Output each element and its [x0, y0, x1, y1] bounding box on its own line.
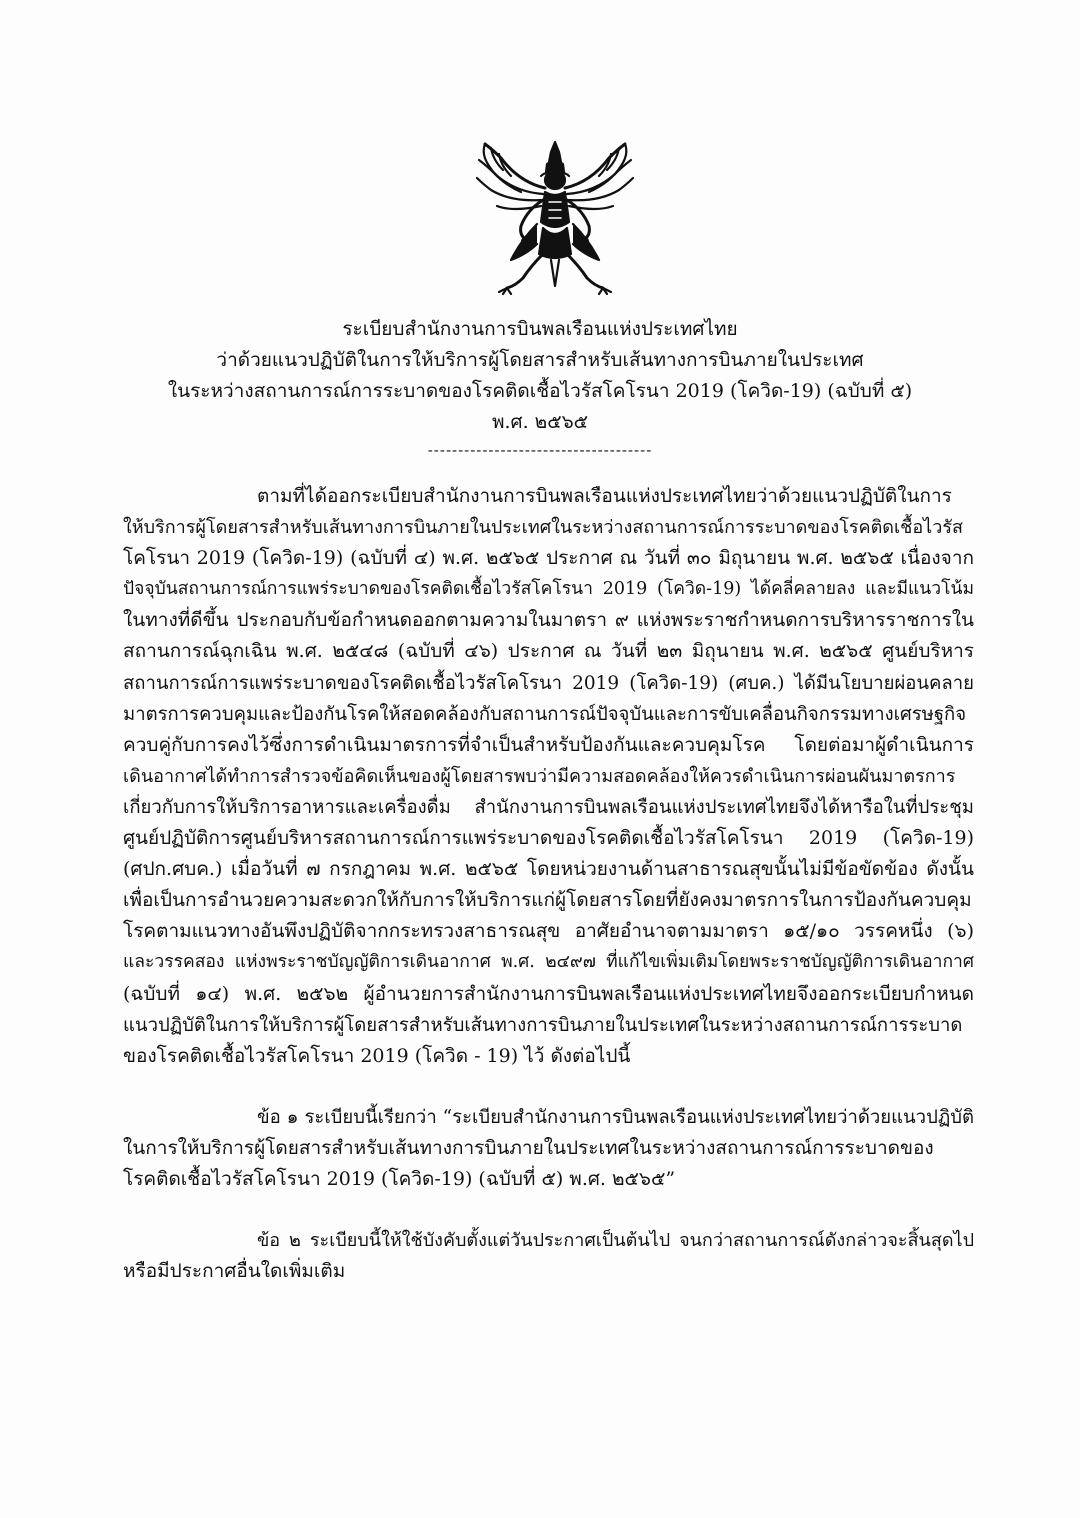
preamble-line: โรคตามแนวทางอันพึงปฏิบัติจากกระทรวงสาธารณสุข อาศัยอำนาจตามมาตรา ๑๕/๑๐ วรรคหนึ่ง (๖): [123, 920, 974, 943]
title-year: พ.ศ. ๒๕๖๕: [491, 411, 589, 433]
clause-1-line: ในการให้บริการผู้โดยสารสำหรับเส้นทางการบินภายในประเทศในระหว่างสถานการณ์การระบาดของ: [123, 1136, 934, 1159]
preamble-line: ปัจจุบันสถานการณ์การแพร่ระบาดของโรคติดเชื้อไวรัสโคโรนา 2019 (โควิด-19) ได้คลี่คลายลง และมีแนวโน้ม: [123, 579, 974, 600]
preamble-line: ควบคู่กับการคงไว้ซึ่งการดำเนินมาตรการที่จำเป็นสำหรับป้องกันและควบคุมโรค โดยต่อมาผู้ดำเนินการ: [123, 733, 974, 756]
preamble-line: ศูนย์ปฏิบัติการศูนย์บริหารสถานการณ์การแพร่ระบาดของโรคติดเชื้อไวรัสโคโรนา 2019 (โควิด-19): [123, 827, 974, 850]
preamble-paragraph: [123, 481, 974, 1072]
title-line-1: ระเบียบสำนักงานการบินพลเรือนแห่งประเทศไทย: [342, 318, 738, 340]
preamble-line: (ฉบับที่ ๑๔) พ.ศ. ๒๕๖๒ ผู้อำนวยการสำนักงานการบินพลเรือนแห่งประเทศไทยจึงออกระเบียบกำหนด: [123, 982, 974, 1005]
preamble-line: (ศปก.ศบค.) เมื่อวันที่ ๗ กรกฎาคม พ.ศ. ๒๕๖๕ โดยหน่วยงานด้านสาธารณสุขนั้นไม่มีข้อขัดข้อง ดังนั้น: [123, 858, 974, 881]
document-title: [120, 314, 960, 460]
preamble-line: เดินอากาศได้ทำการสำรวจข้อคิดเห็นของผู้โดยสารพบว่ามีความสอดคล้องให้ควรดำเนินการผ่อนผันมาตรการ: [123, 765, 956, 787]
preamble-line: เพื่อเป็นการอำนวยความสะดวกให้กับการให้บริการแก่ผู้โดยสารโดยที่ยังคงมาตรการในการป้องกันควบคุม: [123, 889, 972, 912]
preamble-line: เกี่ยวกับการให้บริการอาหารและเครื่องดื่ม สำนักงานการบินพลเรือนแห่งประเทศไทยจึงได้หารือในที่ประชุม: [123, 796, 974, 818]
garuda-emblem-icon: [471, 136, 639, 296]
preamble-line: ตามที่ได้ออกระเบียบสำนักงานการบินพลเรือนแห่งประเทศไทยว่าด้วยแนวปฏิบัติในการ: [257, 485, 952, 507]
title-separator: -------------------------------------: [427, 441, 653, 459]
document-body: [123, 481, 974, 1317]
title-line-2: ว่าด้วยแนวปฏิบัติในการให้บริการผู้โดยสารสำหรับเส้นทางการบินภายในประเทศ: [216, 349, 864, 371]
preamble-line: สถานการณ์ฉุกเฉิน พ.ศ. ๒๕๔๘ (ฉบับที่ ๔๖) ประกาศ ณ วันที่ ๒๓ มิถุนายน พ.ศ. ๒๕๖๕ ศูนย์บริหาร: [123, 640, 974, 663]
preamble-line: และวรรคสอง แห่งพระราชบัญญัติการเดินอากาศ พ.ศ. ๒๔๙๗ ที่แก้ไขเพิ่มเติมโดยพระราชบัญญัติการเดินอากาศ: [123, 952, 974, 973]
clause-2-line: ข้อ ๒ ระเบียบนี้ให้ใช้บังคับตั้งแต่วันประกาศเป็นต้นไป จนกว่าสถานการณ์ดังกล่าวจะสิ้นสุดไป: [257, 1230, 974, 1252]
preamble-line: โคโรนา 2019 (โควิด-19) (ฉบับที่ ๔) พ.ศ. ๒๕๖๕ ประกาศ ณ วันที่ ๓๐ มิถุนายน พ.ศ. ๒๕๖๕ เนื่องจาก: [123, 547, 974, 570]
preamble-line: ในทางที่ดีขึ้น ประกอบกับข้อกำหนดออกตามความในมาตรา ๙ แห่งพระราชกำหนดการบริหารราชการใน: [123, 609, 974, 632]
preamble-line: ของโรคติดเชื้อไวรัสโคโรนา 2019 (โควิด - 19) ไว้ ดังต่อไปนี้: [123, 1044, 631, 1067]
preamble-line: แนวปฏิบัติในการให้บริการผู้โดยสารสำหรับเส้นทางการบินภายในประเทศในระหว่างสถานการณ์การระบาด: [123, 1014, 963, 1036]
preamble-line: สถานการณ์การแพร่ระบาดของโรคติดเชื้อไวรัสโคโรนา 2019 (โควิด-19) (ศบค.) ได้มีนโยบายผ่อนคลาย: [123, 672, 974, 694]
clause-1-line: ข้อ ๑ ระเบียบนี้เรียกว่า “ระเบียบสำนักงานการบินพลเรือนแห่งประเทศไทยว่าด้วยแนวปฏิบัติ: [257, 1106, 974, 1128]
clause-1-paragraph: [123, 1102, 974, 1195]
preamble-line: ให้บริการผู้โดยสารสำหรับเส้นทางการบินภายในประเทศในระหว่างสถานการณ์การระบาดของโรคติดเชื้อไวรัส: [123, 517, 963, 539]
preamble-line: มาตรการควบคุมและป้องกันโรคให้สอดคล้องกับสถานการณ์ปัจจุบันและการขับเคลื่อนกิจกรรมทางเศรษฐกิจ: [123, 703, 967, 725]
title-line-3: ในระหว่างสถานการณ์การระบาดของโรคติดเชื้อไวรัสโคโรนา 2019 (โควิด-19) (ฉบับที่ ๕): [167, 380, 913, 402]
clause-2-line: หรือมีประกาศอื่นใดเพิ่มเติม: [123, 1260, 346, 1283]
clause-1-line: โรคติดเชื้อไวรัสโคโรนา 2019 (โควิด-19) (ฉบับที่ ๕) พ.ศ. ๒๕๖๕”: [123, 1167, 676, 1190]
clause-2-paragraph: [123, 1225, 974, 1287]
